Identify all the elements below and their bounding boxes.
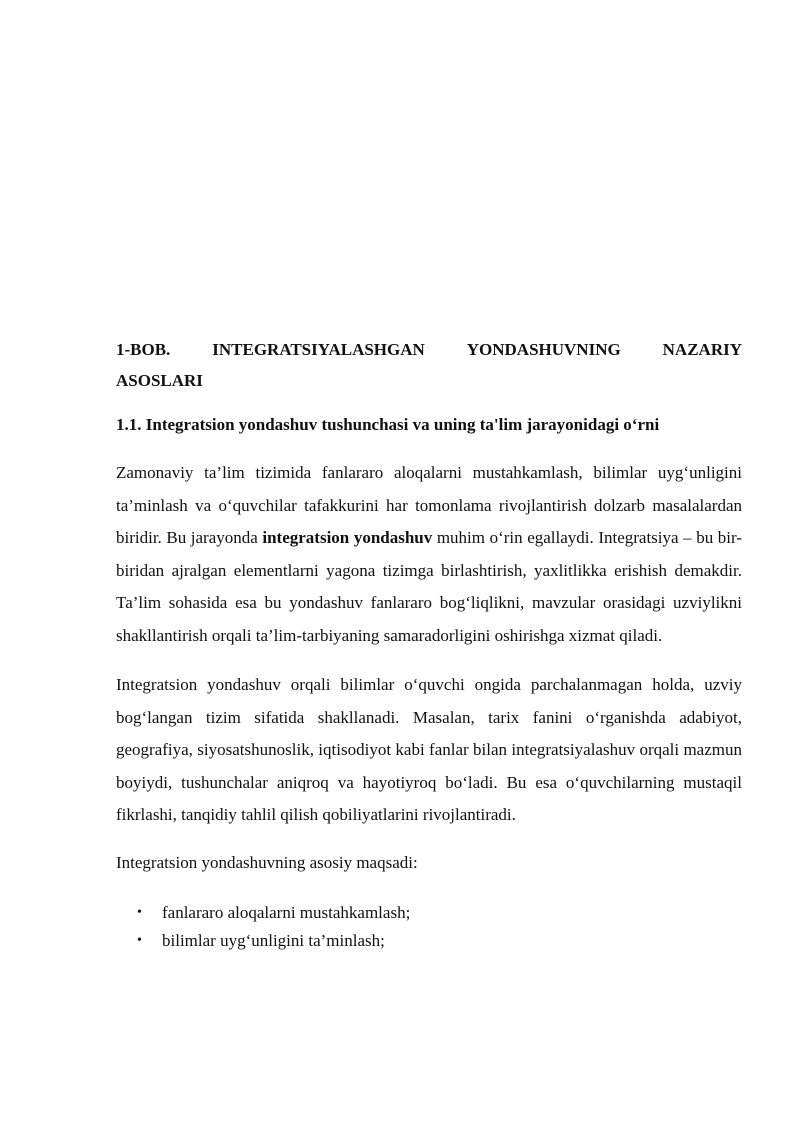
bullet-icon: • [137, 932, 142, 948]
chapter-title-word: NAZARIY [662, 340, 742, 359]
chapter-title-line2: ASOSLARI [116, 371, 203, 390]
chapter-title-word: INTEGRATSIYALASHGAN [212, 340, 425, 359]
list-item [116, 899, 742, 927]
chapter-title-word: YONDASHUVNING [466, 340, 621, 359]
paragraph-intro-bold-term: integratsion yondashuv [262, 528, 433, 547]
paragraph-example: Integratsion yondashuv orqali bilimlar o‘quvchi ongida parchalanmagan holda, uzviy bog‘langan tizim sifatida shakllanadi. Masalan, tarix fanini o‘rganishda adabiyot, geografiya, siyosatshunoslik, iqtisodiyot kabi fanlar bilan integratsiyalashuv orqali mazmun boyiydi, tushunchalar aniqroq va hayotiyroq bo‘ladi. Bu esa o‘quvchilarning mustaqil fikrlashi, tanqidiy tahlil qilish qobiliyatlarini rivojlantiradi. [116, 675, 742, 824]
paragraph-intro-text-end: muhim o‘rin egallaydi. Integratsiya – bu bir-biridan ajralgan elementlarni yagona tizimga birlashtirish, yaxlitlikka erishish demakdir. Ta’lim sohasida esa bu yondashuv fanlararo bog‘liqlikni, mavzular orasidagi uzviylikni shakllantirish orqali ta’lim-tarbiyaning samaradorligini oshirishga xizmat qiladi. [116, 528, 742, 645]
page-content [116, 334, 742, 955]
chapter-title-word: 1-BOB. [116, 340, 171, 359]
paragraph-intro [116, 457, 742, 652]
paragraph-goals-intro: Integratsion yondashuvning asosiy maqsadi: [116, 852, 418, 872]
list-item [116, 927, 742, 955]
list-item-text: fanlararo aloqalarni mustahkamlash; [162, 902, 411, 922]
chapter-title-line1 [116, 334, 742, 365]
paragraph-intro-text-start: Zamonaviy ta’lim tizimida fanlararo aloqalarni mustahkamlash, bilimlar uyg‘unligini ta’minlash va o‘quvchilar tafakkurini har tomonlama rivojlantirish dolzarb masalalardan biridir. Bu jarayonda [116, 463, 742, 547]
list-item-text: bilimlar uyg‘unligini ta’minlash; [162, 930, 385, 950]
goals-list [116, 899, 742, 955]
chapter-title [116, 334, 742, 396]
bullet-icon: • [137, 904, 142, 920]
section-title: 1.1. Integratsion yondashuv tushunchasi va uning ta'lim jarayonidagi o‘rni [116, 415, 660, 434]
